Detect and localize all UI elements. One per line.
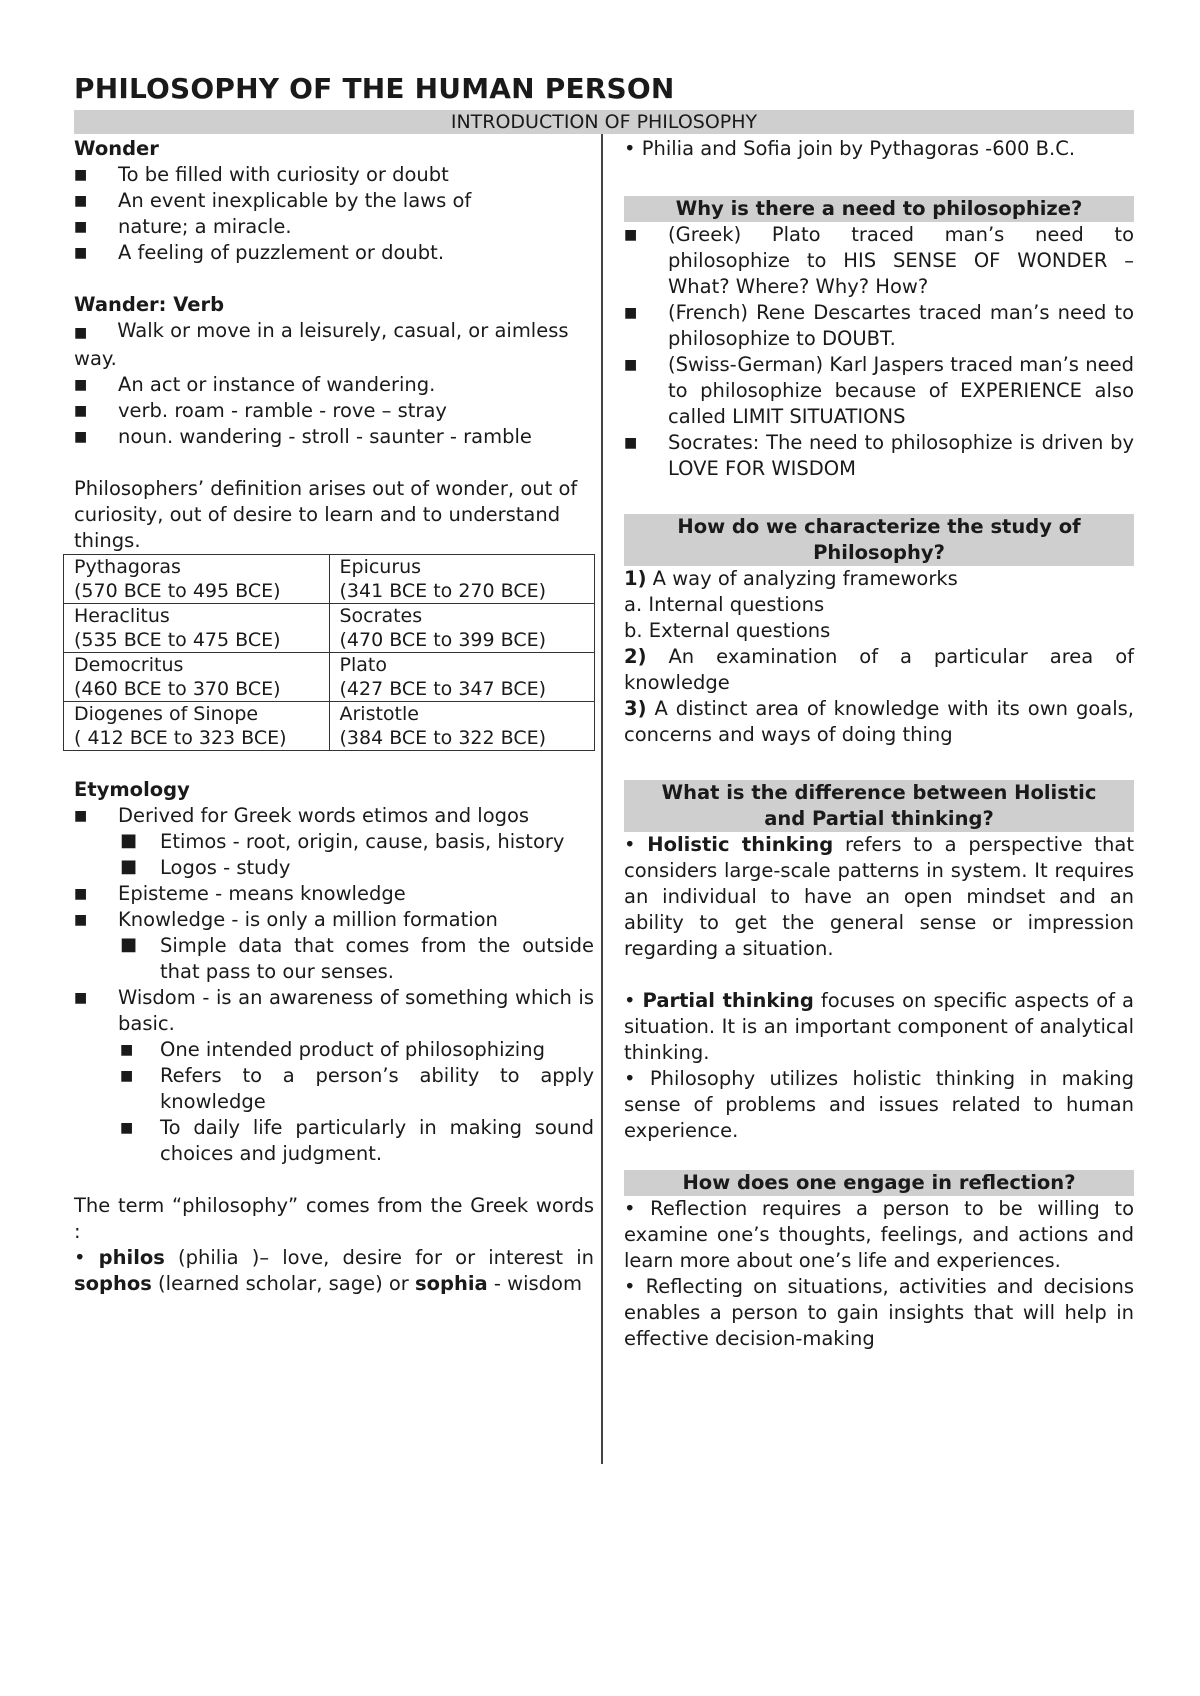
question-header: How do we characterize the study of Philosophy?: [624, 514, 1134, 566]
philosophers-table: [63, 554, 595, 751]
table-cell: Democritus (460 BCE to 370 BCE): [64, 653, 330, 702]
characterize-subitem: b. External questions: [624, 619, 831, 642]
wonder-item: ■ An event inexplicable by the laws of: [74, 189, 472, 212]
characterize-item: 1) A way of analyzing frameworks: [624, 567, 958, 590]
bullet-icon: ■: [74, 886, 88, 902]
wisdom-subitem: ■ One intended product of philosophizing: [120, 1038, 545, 1061]
wander-item: ■ noun. wandering - stroll - saunter - ramble: [74, 425, 532, 448]
wander-item: ■ verb. roam - ramble - rove – stray: [74, 399, 447, 422]
etymology-subitem: ■ Etimos - root, origin, cause, basis, history: [120, 830, 565, 853]
bullet-icon: ■: [74, 377, 88, 393]
etymology-subitem: ■ Logos - study: [120, 856, 291, 879]
question-item: ■ (Swiss-German) Karl Jaspers traced man’s need to philosophize because of EXPERIENCE also called LIMIT SITUATIONS: [624, 353, 1134, 428]
bullet-icon: ■: [74, 429, 88, 445]
right-column: [624, 136, 1134, 1352]
wonder-heading: Wonder: [74, 137, 159, 160]
bullet-icon: ■: [624, 305, 638, 321]
bullet-icon: ■: [120, 1120, 134, 1136]
bullet-icon: ■: [120, 1068, 134, 1084]
wisdom-subitem: ■ Refers to a person’s ability to apply knowledge: [120, 1064, 594, 1113]
etymology-item: ■ Wisdom - is an awareness of something which is basic.: [74, 986, 594, 1035]
etymology-heading: Etymology: [74, 778, 190, 801]
philia-sofia-note: • Philia and Sofia join by Pythagoras -600 B.C.: [624, 137, 1076, 160]
wonder-item: ■ A feeling of puzzlement or doubt.: [74, 241, 445, 264]
question-item: ■ Socrates: The need to philosophize is driven by LOVE FOR WISDOM: [624, 431, 1134, 480]
table-cell: Epicurus (341 BCE to 270 BCE): [329, 555, 595, 604]
characterize-item: 2) An examination of a particular area of knowledge: [624, 645, 1134, 694]
reflection-paragraph: • Reflection requires a person to be willing to examine one’s thoughts, feelings, and actions and learn more about one’s life and experiences.: [624, 1197, 1134, 1272]
column-divider: [601, 134, 603, 1464]
table-cell: Aristotle (384 BCE to 322 BCE): [329, 702, 595, 751]
bullet-icon: ■: [74, 990, 88, 1006]
wisdom-subitem: ■ To daily life particularly in making sound choices and judgment.: [120, 1116, 594, 1165]
table-cell: Plato (427 BCE to 347 BCE): [329, 653, 595, 702]
definition-paragraph: Philosophers’ definition arises out of wonder, out of curiosity, out of desire to learn and to understand things.: [74, 477, 578, 552]
bullet-icon: ■: [624, 435, 638, 451]
bullet-icon: ■: [74, 912, 88, 928]
characterize-item: 3) A distinct area of knowledge with its own goals, concerns and ways of doing thing: [624, 697, 1134, 746]
question-header: How does one engage in reflection?: [624, 1170, 1134, 1196]
question-item: ■ (Greek) Plato traced man’s need to philosophize to HIS SENSE OF WONDER – What? Where? Why? How?: [624, 223, 1134, 298]
question-header: Why is there a need to philosophize?: [624, 196, 1134, 222]
reflection-paragraph: • Reflecting on situations, activities and decisions enables a person to gain insights that will help in effective decision-making: [624, 1275, 1134, 1350]
bullet-icon: ■: [74, 403, 88, 419]
holistic-paragraph: • Holistic thinking refers to a perspective that considers large-scale patterns in system. It requires an individual to have an open mindset and an ability to get the general sense or impression regarding a situation.: [624, 833, 1135, 960]
wonder-item: ■ To be filled with curiosity or doubt: [74, 163, 449, 186]
bullet-icon: ■: [74, 193, 88, 209]
term-definition: • philos (philia )– love, desire for or interest in sophos (learned scholar, sage) or sophia - wisdom: [74, 1246, 595, 1295]
bullet-icon: ■: [74, 808, 88, 824]
square-bullet-icon: ■: [120, 934, 138, 955]
bullet-icon: ■: [624, 227, 638, 243]
partial-paragraph: • Partial thinking focuses on specific aspects of a situation. It is an important component of analytical thinking.: [624, 989, 1134, 1064]
wonder-item: ■ nature; a miracle.: [74, 215, 292, 238]
bullet-icon: ■: [74, 245, 88, 261]
etymology-item: ■ Knowledge - is only a million formation: [74, 908, 498, 931]
table-cell: Heraclitus (535 BCE to 475 BCE): [64, 604, 330, 653]
bullet-icon: ■: [74, 167, 88, 183]
table-cell: Diogenes of Sinope ( 412 BCE to 323 BCE): [64, 702, 330, 751]
question-item: ■ (French) Rene Descartes traced man’s need to philosophize to DOUBT.: [624, 301, 1134, 350]
square-bullet-icon: ■: [120, 856, 138, 877]
bullet-icon: ■: [624, 357, 638, 373]
left-column: [74, 136, 594, 1297]
square-bullet-icon: ■: [120, 830, 138, 851]
question-header: What is the difference between Holistic and Partial thinking?: [624, 780, 1134, 832]
etymology-subitem: ■ Simple data that comes from the outside that pass to our senses.: [120, 934, 594, 983]
etymology-item: ■ Episteme - means knowledge: [74, 882, 406, 905]
wander-heading: Wander: Verb: [74, 293, 225, 316]
bullet-icon: ■: [74, 325, 88, 341]
bullet-icon: ■: [120, 1042, 134, 1058]
table-row: [64, 653, 595, 702]
document-title: PHILOSOPHY OF THE HUMAN PERSON: [74, 72, 675, 105]
philosophy-paragraph: • Philosophy utilizes holistic thinking in making sense of problems and issues related to human experience.: [624, 1067, 1134, 1142]
characterize-subitem: a. Internal questions: [624, 593, 825, 616]
table-row: [64, 702, 595, 751]
etymology-item: ■ Derived for Greek words etimos and logos: [74, 804, 530, 827]
wander-item: ■ Walk or move in a leisurely, casual, or aimless way.: [74, 319, 569, 370]
table-cell: Socrates (470 BCE to 399 BCE): [329, 604, 595, 653]
term-intro: The term “philosophy” comes from the Greek words :: [74, 1194, 594, 1243]
bullet-icon: ■: [74, 219, 88, 235]
table-row: [64, 604, 595, 653]
section-header: INTRODUCTION OF PHILOSOPHY: [74, 110, 1134, 134]
wander-item: ■ An act or instance of wandering.: [74, 373, 436, 396]
table-cell: Pythagoras (570 BCE to 495 BCE): [64, 555, 330, 604]
table-row: [64, 555, 595, 604]
